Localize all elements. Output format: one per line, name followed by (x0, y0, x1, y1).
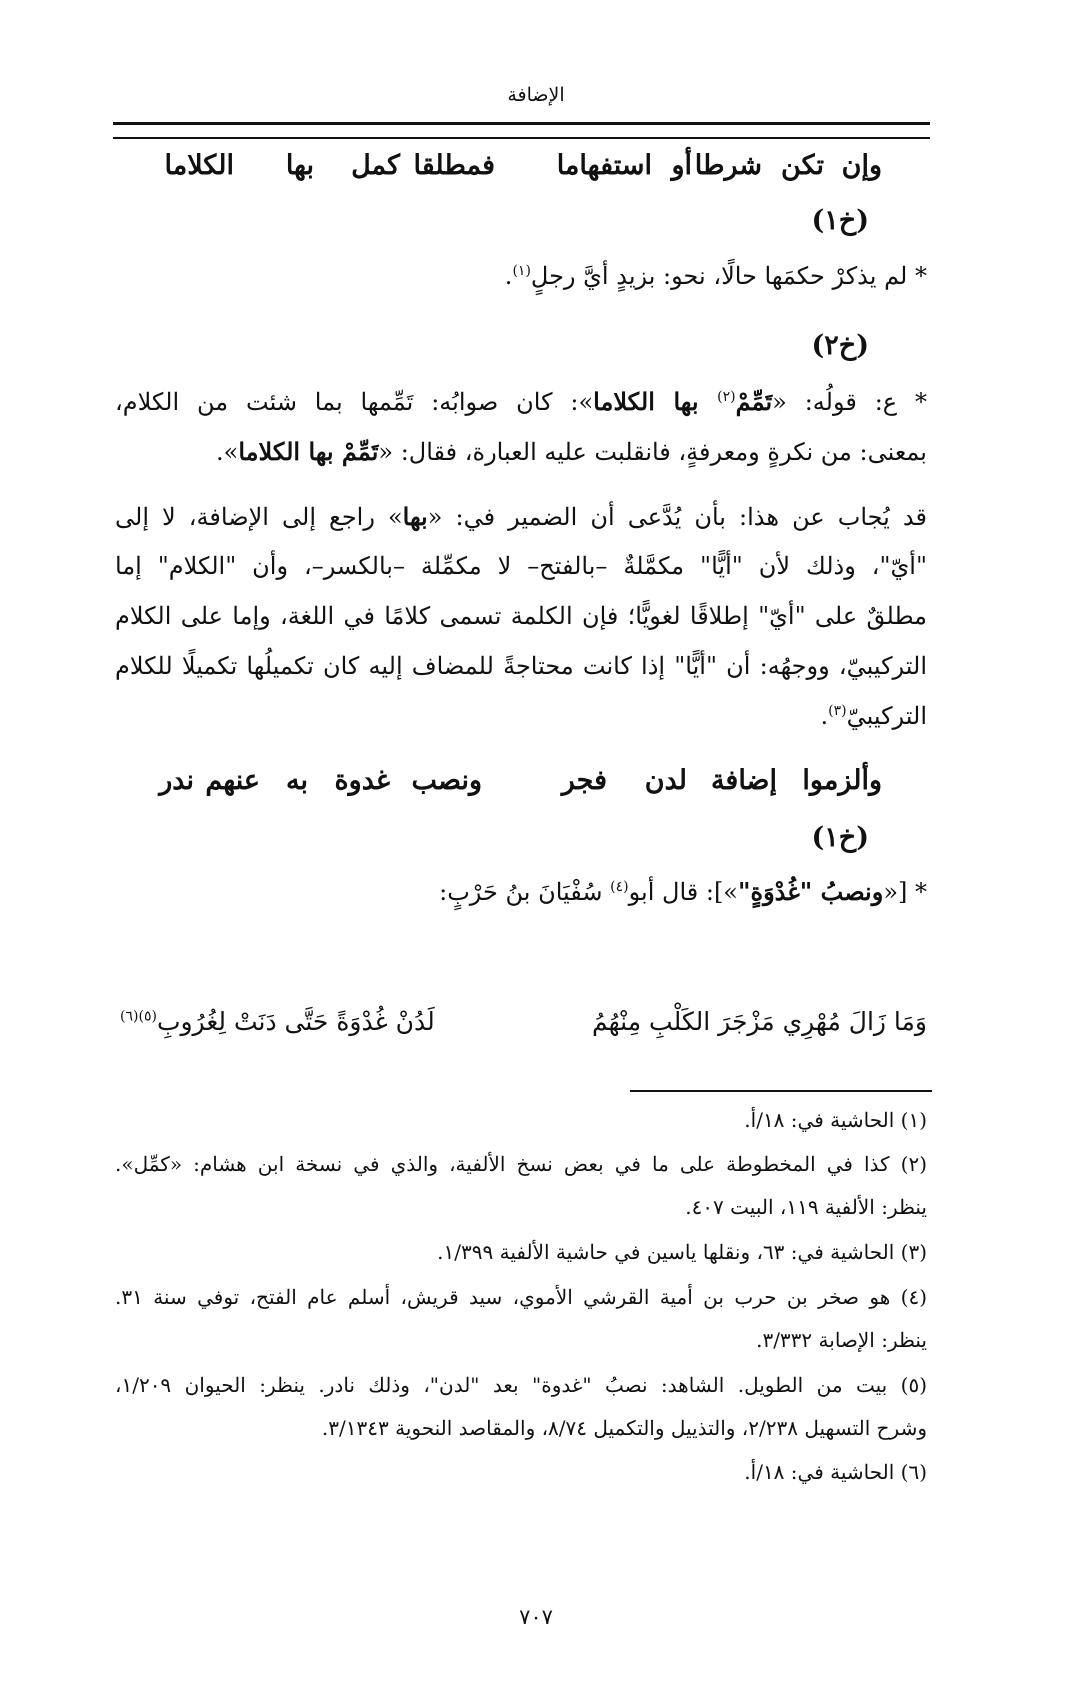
verse-word: ونصب (411, 765, 482, 796)
footnote: (٢) كذا في المخطوطة على ما في بعض نسخ الألفية، والذي في نسخة ابن هشام: «كمِّل». (115, 1152, 927, 1176)
footnote: (٥) بيت من الطويل. الشاهد: نصبُ "غدوة" بعد "لدن"، وذلك نادر. ينظر: الحيوان ١/٢٠٩، (115, 1373, 927, 1397)
verse-2 (120, 765, 882, 809)
footnote: (٤) هو صخر بن حرب بن أمية القرشي الأموي، سيد قريش، أسلم عام الفتح، توفي سنة ٣١. (115, 1285, 927, 1309)
footnote-ref: (٣) (828, 703, 847, 719)
verse-word: وألزموا (802, 765, 882, 796)
verse-word: استفهاما (556, 150, 652, 181)
poem-line (120, 1007, 927, 1047)
manuscript-tag: (خ١) (811, 205, 869, 236)
note-line: * لم يذكرْ حكمَها حالًا، نحو: بزيدٍ أيَّ رجلٍ$^{(١)}$. (504, 262, 927, 290)
verse-1 (120, 150, 882, 194)
verse-word: أو (671, 150, 692, 181)
manuscript-tag: (خ٢) (811, 330, 869, 361)
verse-word: عنهم (205, 765, 260, 796)
verse-word: فجر (561, 765, 607, 796)
note-line: * [«ونصبُ "غُدْوَةٍ"»]: قال أبو$^{(٤)}$ سُفْيَانَ بنُ حَرْبٍ: (439, 877, 927, 906)
verse-word: بها (285, 150, 314, 181)
footnote: (٦) الحاشية في: ١٨/أ. (744, 1460, 927, 1484)
verse-word: غدوة (334, 765, 390, 796)
note-line: بمعنى: من نكرةٍ ومعرفةٍ، فانقلبت عليه العبارة، فقال: «تَمِّمْ بها الكلاما». (216, 437, 927, 466)
page-number: ٧٠٧ (519, 1605, 553, 1629)
verse-word: تكن (781, 150, 824, 181)
footnote-continuation: وشرح التسهيل ٢/٢٣٨، والتذييل والتكميل ٨/٧٤، والمقاصد النحوية ٣/١٣٤٣. (321, 1416, 927, 1440)
footnote-ref: (١) (512, 263, 531, 279)
verse-word: ندر (159, 765, 194, 796)
header-rule-thick (113, 122, 930, 125)
verse-word: إضافة (710, 765, 777, 796)
header-rule-thin (113, 137, 930, 139)
footnote: (١) الحاشية في: ١٨/أ. (744, 1108, 927, 1132)
paragraph-line: التركيبيّ$^{(٣)}$. (820, 702, 927, 730)
footnote-ref: (٥)(٦) (120, 1008, 157, 1025)
paragraph-line: "أيّ"، وذلك لأن "أيًّا" مكمَّلةٌ –بالفتح– لا مكمِّلة –بالكسر–، وأن "الكلام" إما (115, 552, 927, 580)
poem-hemistich-second: لَدُنْ غُدْوَةً حَتَّى دَنَتْ لِغُرُوبِ$^{(٥)(٦)}$ (120, 1007, 435, 1036)
verse-word: الكلاما (164, 150, 234, 181)
footnote-ref: (٢) (717, 389, 736, 405)
paragraph-line: مطلقٌ على "أيّ" إطلاقًا لغويًّا؛ فإن الكلمة تسمى كلامًا في اللغة، وإما على الكلام (115, 602, 927, 630)
verse-word: كمل (351, 150, 400, 181)
verse-word: شرطا (694, 150, 762, 181)
verse-word: به (286, 765, 308, 796)
paragraph-line: التركيبيّ، ووجهُه: أن "أيًّا" إذا كانت محتاجةً للمضاف إليه كان تكميلُها تكميلًا للكلام (115, 652, 927, 680)
footnote-continuation: ينظر: الإصابة ٣/٣٣٢. (756, 1328, 927, 1352)
footnote: (٣) الحاشية في: ٦٣، ونقلها ياسين في حاشية الألفية ١/٣٩٩. (437, 1240, 927, 1264)
verse-word: وإن (841, 150, 882, 181)
poem-hemistich-first: وَمَا زَالَ مُهْرِي مَزْجَرَ الكَلْبِ مِنْهُمُ (592, 1007, 927, 1036)
footnote-rule (630, 1090, 932, 1092)
note-line: * ع: قولُه: «تَمِّمْ$^{(٢)}$ بها الكلاما»: كان صوابُه: تَمِّمها بما شئت من الكلام، (115, 387, 927, 416)
manuscript-tag: (خ١) (811, 822, 869, 853)
verse-word: لدن (644, 765, 687, 796)
paragraph-line: قد يُجاب عن هذا: بأن يُدَّعى أن الضمير في: «بها» راجع إلى الإضافة، لا إلى (115, 502, 927, 531)
footnote-ref: (٤) (610, 879, 629, 895)
verse-word: فمطلقا (413, 150, 495, 181)
footnote-continuation: ينظر: الألفية ١١٩، البيت ٤٠٧. (685, 1195, 927, 1219)
running-header: الإضافة (507, 84, 565, 106)
